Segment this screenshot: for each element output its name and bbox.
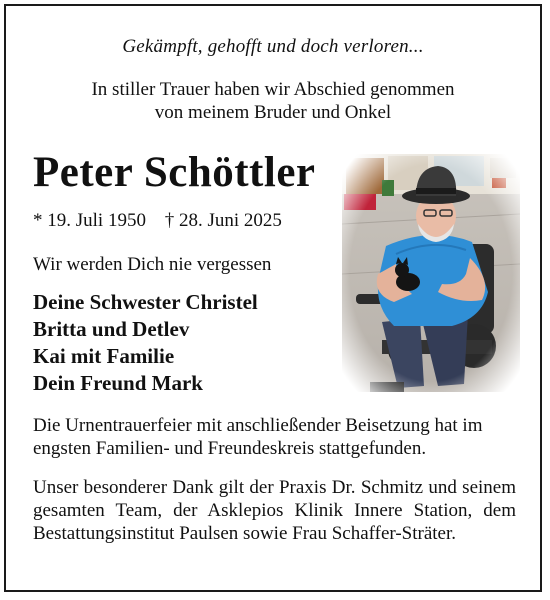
mourner: Britta und Detlev bbox=[33, 317, 190, 341]
portrait-photo bbox=[342, 154, 520, 392]
intro-text bbox=[6, 78, 540, 124]
deceased-name: Peter Schöttler bbox=[33, 149, 316, 196]
mourner: Dein Freund Mark bbox=[33, 371, 203, 395]
mourner: Kai mit Familie bbox=[33, 344, 175, 368]
death-date: † 28. Juni 2025 bbox=[164, 210, 282, 231]
motto: Gekämpft, gehofft und doch verloren... bbox=[122, 36, 424, 57]
life-dates bbox=[33, 210, 282, 232]
birth-date: * 19. Juli 1950 bbox=[33, 210, 146, 231]
remember-line: Wir werden Dich nie vergessen bbox=[33, 254, 272, 275]
intro-line: von meinem Bruder und Onkel bbox=[154, 102, 392, 123]
obituary-notice bbox=[4, 4, 542, 592]
intro-line: In stiller Trauer haben wir Abschied genommen bbox=[91, 79, 455, 100]
portrait-photo-icon bbox=[342, 154, 520, 392]
mourners-list bbox=[33, 289, 258, 397]
thanks-text: Unser besonderer Dank gilt der Praxis Dr. Schmitz und seinem gesamten Team, der Asklepios Klinik Innere Station, dem Bestattungsinstitut Paulsen sowie Frau Schaffer-Sträter. bbox=[33, 477, 516, 544]
mourner: Deine Schwester Christel bbox=[33, 290, 258, 314]
ceremony-text: Die Urnentrauerfeier mit anschließender Beisetzung hat im engsten Familien- und Freundeskreis stattgefunden. bbox=[33, 415, 483, 459]
